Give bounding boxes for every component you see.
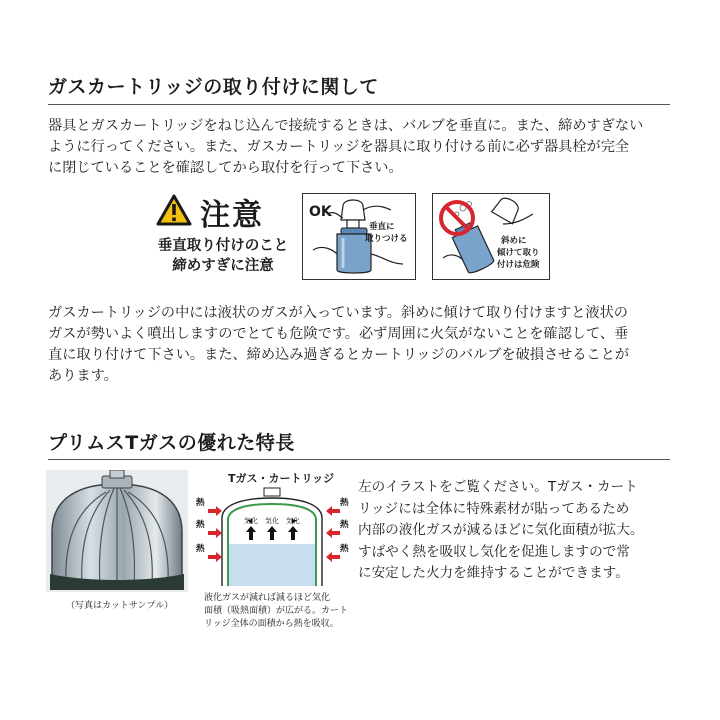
warning-line: ガスが勢いよく噴出しますのでとても危険です。必ず周囲に火気がないことを確認して、垂 [48,326,629,342]
ok-label: OK [309,204,332,220]
ok-panel [302,193,416,280]
tgas-diagram [194,468,354,638]
ng-note-line-2: 傾けて取り [497,248,540,258]
vaporize-label: 気化 [244,517,258,525]
warning-line: ガスカートリッジの中には液状のガスが入っています。斜めに傾けて取り付けますと液状の [48,305,628,321]
heat-label: 熱 [196,498,205,508]
vaporize-label: 気化 [286,517,300,525]
diagram-title: Tガス・カートリッジ [228,472,335,485]
paragraph-line: に閉じていることを確認してから取付を行って下さい。 [48,160,403,176]
heat-label: 熱 [340,520,349,530]
caution-title: 注意 [200,198,264,233]
section1-paragraph [48,116,678,179]
paragraph-line: ように行ってください。また、ガスカートリッジを器具に取り付ける前に必ず器具栓が完全 [48,139,630,155]
cartridge-cross-section [194,468,354,592]
warning-triangle-icon [156,194,192,226]
warning-line: 直に取り付けて下さい。また、締め込み過ぎるとカートリッジのバルブを破損させることが [48,347,630,363]
ok-note-line-1: 垂直に [369,222,395,232]
caution-line-1: 垂直取り付けのこと [157,238,289,254]
description-line: 左のイラストをご覧ください。Tガス・カート [358,479,638,495]
heat-label: 熱 [340,498,349,508]
caution-line-2: 締めすぎに注意 [172,258,274,274]
photo-caption: （写真はカットサンプル） [66,601,174,611]
ng-note-line-1: 斜めに [501,236,527,246]
paragraph-line: 器具とガスカートリッジをねじ込んで接続するときは、バルブを垂直に。また、締めすぎない [48,118,644,134]
warning-line: あります。 [48,368,118,384]
description-line: 内部の液化ガスが減るほどに気化面積が拡大。 [358,522,644,538]
section1-heading: ガスカートリッジの取り付けに関して [48,76,379,98]
diagram-caption-line: リッジ全体の面積から熱を吸収。 [204,619,339,629]
heat-label: 熱 [340,544,349,554]
section2-divider [48,459,670,460]
heat-label: 熱 [196,520,205,530]
description-line: に安定した火力を維持することができます。 [358,565,629,581]
prohibited-icon [437,198,477,238]
cut-sample-photo [46,470,188,592]
heat-label: 熱 [196,544,205,554]
ok-note-line-2: 取りつける [365,234,408,244]
section2-heading: プリムスTガスの優れた特長 [48,432,295,454]
diagram-caption-line: 液化ガスが減れば減るほど気化 [204,593,331,603]
diagram-caption [204,592,348,631]
description-line: リッジには全体に特殊素材が貼ってあるため [358,500,630,517]
section1-divider [48,104,670,105]
ng-note-line-3: 付けは危険 [497,260,540,270]
caution-block [148,190,298,282]
vaporize-label: 気化 [265,517,279,525]
feature-description [358,477,676,585]
warning-paragraph [48,303,678,387]
ng-panel [432,193,550,280]
diagram-caption-line: 面積（吸熱面積）が広がる。カート [204,606,349,616]
description-line: すばやく熱を吸収し気化を促進しますので常 [358,543,630,560]
